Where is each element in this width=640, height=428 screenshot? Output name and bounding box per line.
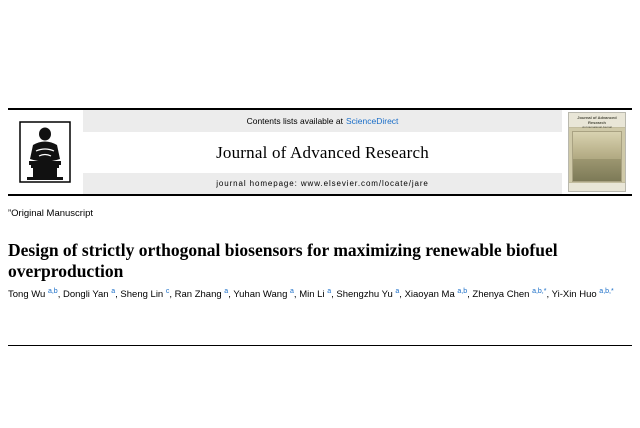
journal-cover-thumbnail [562, 110, 632, 194]
author-affiliation-marker[interactable]: a [224, 287, 229, 295]
cover-header [569, 113, 625, 128]
cover-title: Journal of Advanced Research [577, 115, 617, 125]
cover-artwork [572, 131, 622, 182]
author-affiliation-marker[interactable]: a [395, 287, 400, 295]
author-name: Xiaoyan Ma [404, 289, 458, 300]
author-name: Sheng Lin [120, 289, 166, 300]
author-affiliation-marker[interactable]: a,b [47, 287, 58, 295]
author-name: Yuhan Wang [233, 289, 291, 300]
author-name: Shengzhu Yu [336, 289, 396, 300]
author-name: Tong Wu [8, 289, 48, 300]
author-separator: , [169, 289, 175, 300]
cover-footer [569, 182, 625, 191]
cover-subtitle: An International Journal [582, 125, 612, 129]
journal-logo [8, 110, 83, 194]
journal-homepage-bar[interactable]: journal homepage: www.elsevier.com/locate/jare [83, 173, 562, 194]
author-separator: , [115, 289, 121, 300]
author-separator: , [467, 289, 473, 300]
author-name: Yi-Xin Huo [551, 289, 600, 300]
header-divider [8, 345, 632, 346]
author-affiliation-marker[interactable]: a,b [457, 287, 468, 295]
author-separator: , [293, 289, 300, 300]
author-affiliation-marker[interactable]: a [327, 287, 332, 295]
author-separator: , [331, 289, 337, 300]
sciencedirect-link[interactable]: ScienceDirect [345, 116, 399, 126]
author-separator: , [546, 289, 552, 300]
author-list [8, 288, 628, 302]
cover-image [568, 112, 626, 192]
author-affiliation-marker[interactable]: a,b,* [599, 287, 614, 295]
author-affiliation-marker[interactable]: a,b,* [532, 287, 547, 295]
manuscript-type-label: ”Original Manuscript [8, 208, 93, 219]
author-name: Dongli Yan [62, 289, 112, 300]
masthead-center [83, 110, 562, 194]
contents-lists-text: Contents lists available at [246, 116, 343, 126]
author-affiliation-marker[interactable]: a [290, 287, 294, 295]
contents-lists-bar [83, 110, 562, 132]
author-separator: , [57, 289, 63, 300]
journal-title: Journal of Advanced Research [216, 142, 429, 162]
scribe-emblem-icon [19, 121, 71, 183]
author-affiliation-marker[interactable]: a [111, 287, 116, 295]
author-affiliation-marker[interactable]: c [165, 287, 170, 295]
author-separator: , [399, 289, 405, 300]
author-name: Ran Zhang [174, 289, 225, 300]
page-title: Design of strictly orthogonal biosensors for maximizing renewable biofuel overproduction [8, 239, 558, 281]
journal-masthead [8, 108, 632, 196]
author-separator: , [228, 289, 234, 300]
author-name: Min Li [299, 289, 328, 300]
author-name: Zhenya Chen [472, 289, 533, 300]
